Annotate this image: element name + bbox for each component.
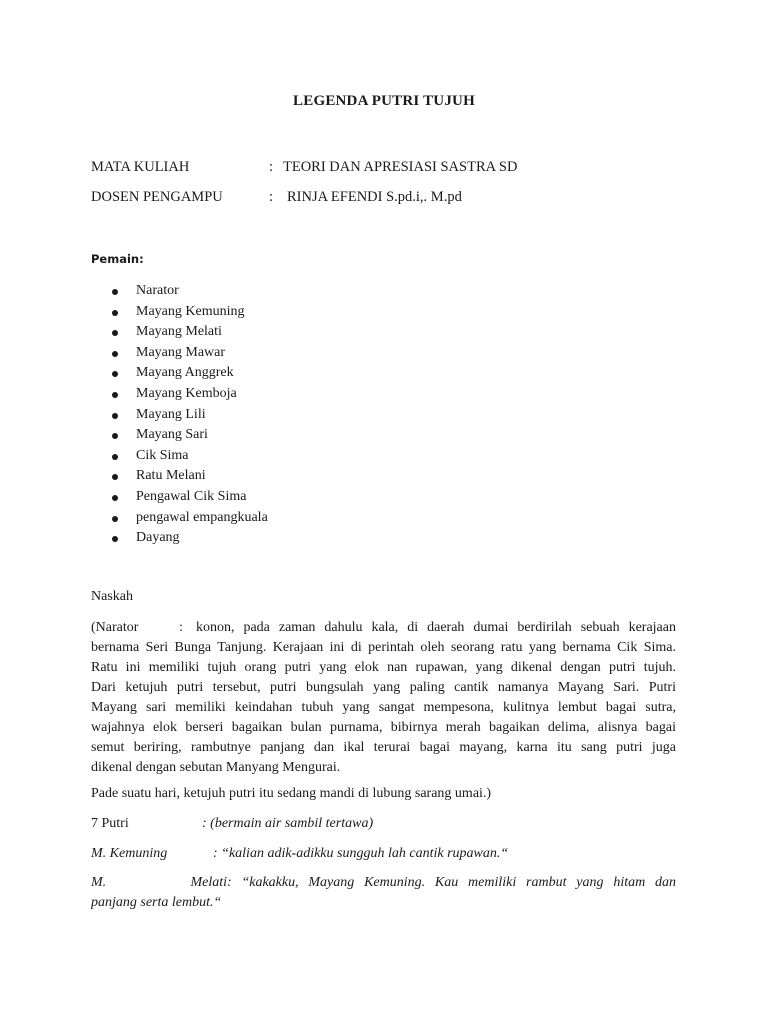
bullet-icon: [112, 310, 118, 316]
list-item: [110, 466, 268, 487]
cast-name: Mayang Sari: [136, 427, 208, 443]
list-item: [110, 281, 268, 302]
paragraph-line: [91, 873, 676, 893]
dialog-row-melati: [91, 873, 676, 913]
dialog-line: : “kalian adik-adikku sungguh lah cantik rupawan.“: [213, 846, 509, 861]
paragraph-line: Ratu ini memiliki tujuh orang putri yang elok nan rupawan, yang dikenal dengan putri tujuh.: [91, 660, 676, 675]
list-item: [110, 528, 268, 549]
script-heading: Naskah: [91, 589, 133, 604]
list-item: [110, 302, 268, 323]
paragraph-line: dikenal dengan sebutan Manyang Mengurai.: [91, 760, 341, 775]
meta-colon: :: [269, 159, 274, 175]
meta-colon: :: [269, 189, 274, 205]
list-item: [110, 343, 268, 364]
bullet-icon: [112, 392, 118, 398]
bullet-icon: [112, 371, 118, 377]
list-item: [110, 508, 268, 529]
cast-name: Narator: [136, 283, 179, 298]
narration-line: Pade suatu hari, ketujuh putri itu sedang mandi di lubung sarang umai.): [91, 786, 492, 801]
list-item: [110, 425, 268, 446]
meta-value: TEORI DAN APRESIASI SASTRA SD: [283, 159, 518, 175]
cast-name: Mayang Anggrek: [136, 365, 234, 381]
narrator-colon: :: [179, 620, 183, 635]
bullet-icon: [112, 433, 118, 439]
list-item: [110, 363, 268, 384]
cast-name: Dayang: [136, 530, 180, 546]
bullet-icon: [112, 536, 118, 542]
paragraph-line: bernama Seri Bunga Tanjung. Kerajaan ini di perintah oleh seorang ratu yang bernama Cik Sima.: [91, 640, 676, 655]
cast-name: pengawal empangkuala: [136, 509, 268, 525]
list-item: [110, 384, 268, 405]
list-item: [110, 446, 268, 467]
cast-heading: Pemain:: [91, 252, 144, 266]
cast-name: Ratu Melani: [136, 468, 206, 484]
bullet-icon: [112, 516, 118, 522]
list-item: [110, 487, 268, 508]
dialog-row-kemuning: [91, 844, 508, 864]
cast-name: Cik Sima: [136, 447, 189, 463]
narrator-speaker: (Narator: [91, 620, 139, 635]
paragraph-line: Mayang sari memiliki keindahan tubuh yang sangat mempesona, kulitnya lembut bagai sutra,: [91, 700, 676, 715]
meta-value: RINJA EFENDI S.pd.i,. M.pd: [287, 189, 462, 205]
meta-label: DOSEN PENGAMPU: [91, 189, 223, 205]
bullet-icon: [112, 454, 118, 460]
dialog-line: : “kakakku, Mayang Kemuning. Kau memiliki rambut yang hitam dan: [227, 875, 676, 890]
cast-name: Mayang Mawar: [136, 344, 226, 360]
cast-name: Mayang Melati: [136, 324, 222, 340]
bullet-icon: [112, 474, 118, 480]
paragraph-line: [91, 618, 676, 638]
cast-name: Mayang Kemuning: [136, 303, 245, 319]
cast-name: Mayang Kemboja: [136, 385, 237, 401]
paragraph-line: panjang serta lembut.“: [91, 895, 222, 910]
paragraph-line: semut beriring, rambutnye panjang dan ikal terurai bagai mayang, karna itu sang putri juga: [91, 740, 676, 755]
meta-label: MATA KULIAH: [91, 159, 190, 175]
bullet-icon: [112, 413, 118, 419]
dialog-row-7-putri: [91, 814, 373, 834]
bullet-icon: [112, 495, 118, 501]
list-item: [110, 322, 268, 343]
paragraph-line: wajahnya elok berseri bagaikan bulan purnama, bibirnya merah bagaikan delima, alisnya bagai: [91, 720, 676, 735]
paragraph-line: Dari ketujuh putri tersebut, putri bungsulah yang paling cantik namanya Mayang Sari. Putri: [91, 680, 676, 695]
paragraph-text: konon, pada zaman dahulu kala, di daerah dumai berdirilah sebuah kerajaan: [196, 620, 676, 635]
bullet-icon: [112, 289, 118, 295]
cast-name: Mayang Lili: [136, 406, 206, 422]
meta-row-course: [91, 159, 517, 176]
cast-list: [110, 281, 268, 549]
dialog-line: : (bermain air sambil tertawa): [202, 816, 374, 831]
cast-name: Pengawal Cik Sima: [136, 488, 247, 504]
bullet-icon: [112, 351, 118, 357]
list-item: [110, 405, 268, 426]
dialog-speaker: M. Kemuning: [91, 846, 168, 861]
dialog-speaker: 7 Putri: [91, 816, 129, 831]
dialog-speaker: M. Melati: [91, 875, 227, 890]
meta-row-lecturer: [91, 189, 462, 206]
narrator-paragraph: [91, 618, 676, 778]
document-title: LEGENDA PUTRI TUJUH: [293, 93, 475, 109]
bullet-icon: [112, 330, 118, 336]
